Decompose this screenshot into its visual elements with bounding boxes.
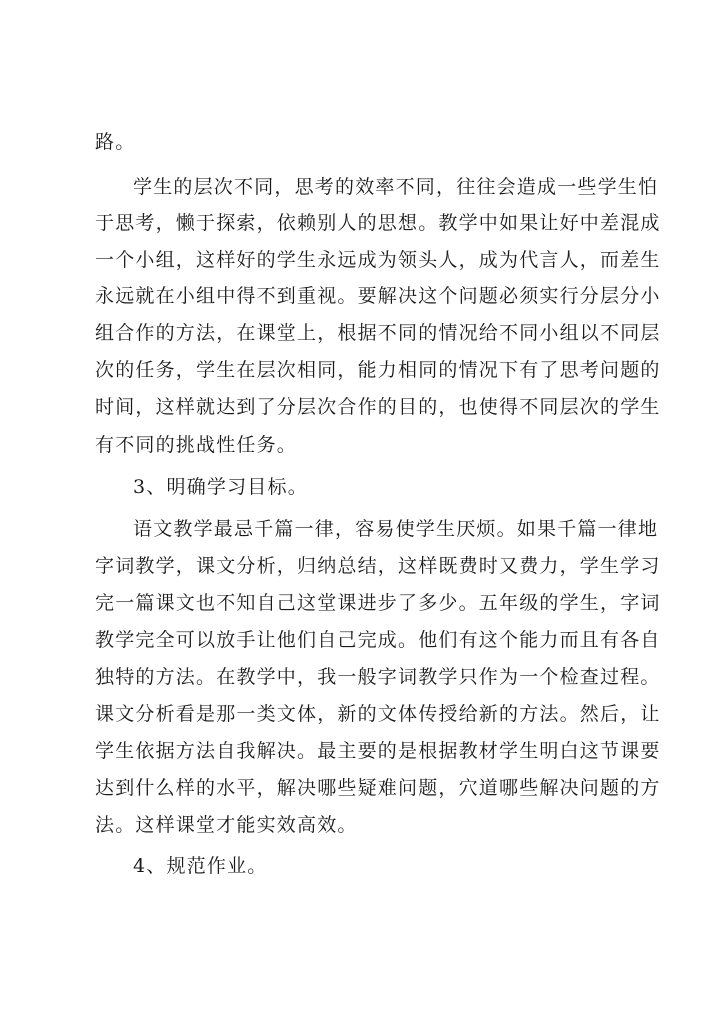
text-line: 课文分析看是那一类文体，新的文体传授给新的方法。然后，让 — [95, 703, 661, 725]
paragraph-start-line: 语文教学最忌千篇一律，容易使学生厌烦。如果千篇一律地 — [133, 518, 659, 540]
section-heading: 4、规范作业。 — [133, 855, 268, 877]
text-line: 独特的方法。在教学中，我一般字词教学只作为一个检查过程。 — [95, 666, 661, 688]
text-line: 次的任务，学生在层次相同，能力相同的情况下有了思考问题的 — [95, 359, 661, 381]
text-line: 于思考，懒于探索，依赖别人的思想。教学中如果让好中差混成 — [95, 212, 661, 234]
text-line: 字词教学，课文分析，归纳总结，这样既费时又费力，学生学习 — [95, 555, 661, 577]
text-line: 组合作的方法，在课堂上，根据不同的情况给不同小组以不同层 — [95, 322, 661, 344]
text-line: 达到什么样的水平，解决哪些疑难问题，穴道哪些解决问题的方 — [95, 777, 661, 799]
text-line: 时间，这样就达到了分层次合作的目的，也使得不同层次的学生 — [95, 396, 661, 418]
section-heading: 3、明确学习目标。 — [133, 476, 308, 498]
text-line: 一个小组，这样好的学生永远成为领头人，成为代言人，而差生 — [95, 249, 661, 271]
text-line: 永远就在小组中得不到重视。要解决这个问题必须实行分层分小 — [95, 285, 661, 307]
text-line: 完一篇课文也不知自己这堂课进步了多少。五年级的学生，字词 — [95, 592, 661, 614]
paragraph-start-line: 学生的层次不同，思考的效率不同，往往会造成一些学生怕 — [133, 176, 659, 198]
text-line: 路。 — [95, 131, 136, 153]
text-line: 有不同的挑战性任务。 — [95, 434, 298, 456]
text-line: 法。这样课堂才能实效高效。 — [95, 814, 358, 836]
text-line: 教学完全可以放手让他们自己完成。他们有这个能力而且有各自 — [95, 629, 661, 651]
text-line: 学生依据方法自我解决。最主要的是根据教材学生明白这节课要 — [95, 740, 661, 762]
